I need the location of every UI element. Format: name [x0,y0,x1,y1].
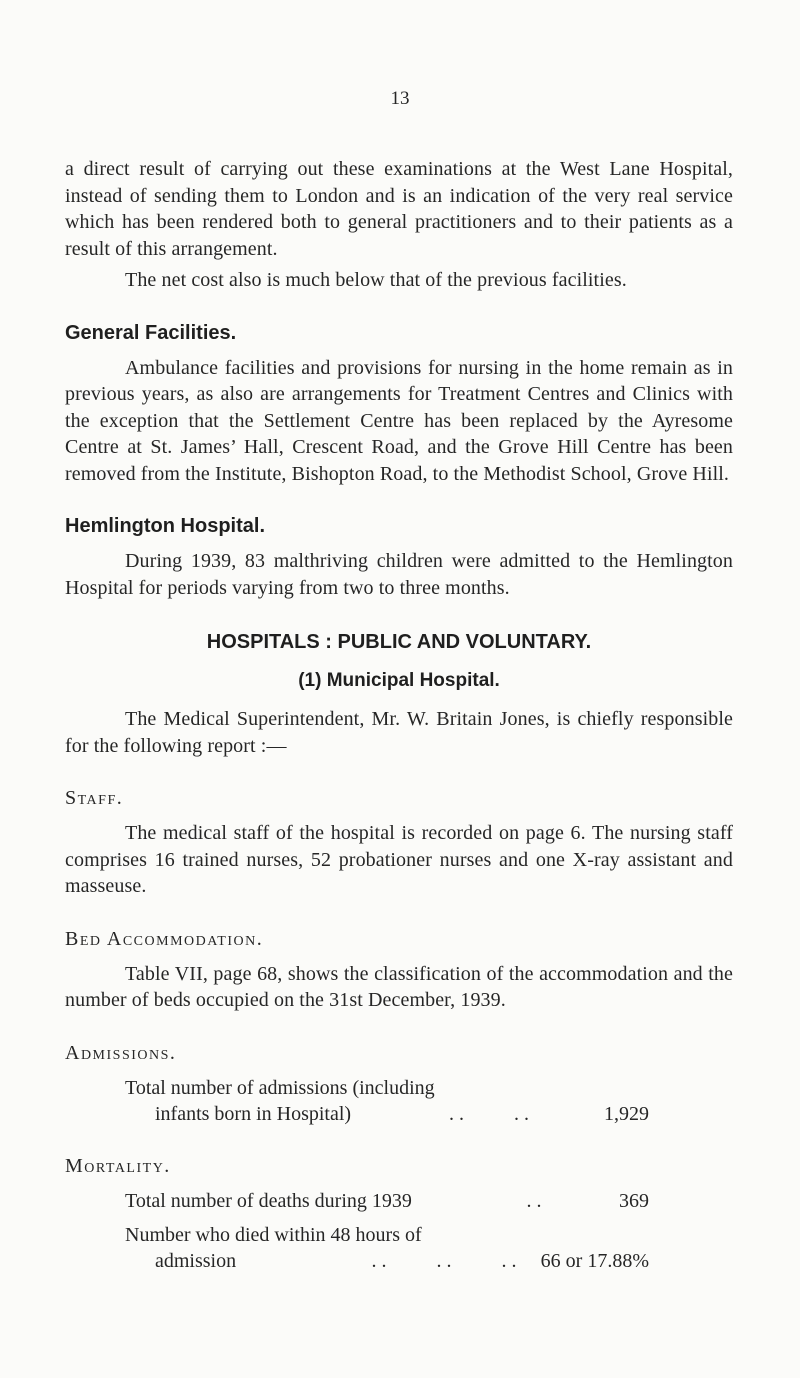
deaths-label: Total number of deaths during 1939 [125,1189,412,1212]
died48-value: 66 or 17.88% [540,1249,649,1272]
intro-paragraph: a direct result of carrying out these examinations at the West Lane Hospital, instead of sending them to London and is an indication of the very real service which has been rendered both to general practitioners and to their patients as a result of this arrangement. [65,158,733,260]
died48-label-1: Number who died within 48 hours of [125,1223,422,1246]
staff-heading: Staff. [65,787,124,809]
hemlington-heading: Hemlington Hospital. [65,515,265,537]
admissions-line-1 [125,1075,649,1101]
general-facilities-paragraph: Ambulance facilities and provisions for nursing in the home remain as in previous years, as also are arrangements for Treatment Centres and Clinics with the exception that the Settlement Centre has been replaced by the Ayresome Centre at St. James’ Hall, Crescent Road, and the Grove Hill Centre has been removed from the Institute, Bishopton Road, to the Methodist School, Grove Hill. [65,356,733,485]
general-facilities-heading: General Facilities. [65,321,237,344]
document-body [65,156,733,1274]
died48-line-1 [125,1222,649,1248]
mortality-stats [125,1188,649,1274]
admissions-label-2: infants born in Hospital) [155,1102,352,1125]
page-number: 13 [390,88,410,109]
admissions-total-value: 1,929 [604,1102,649,1125]
bed-accommodation-paragraph: Table VII, page 68, shows the classification of the accommodation and the number of beds occupied on the 31st December, 1939. [65,962,733,1011]
hospitals-heading: HOSPITALS : PUBLIC AND VOLUNTARY. [206,631,592,653]
deaths-value: 369 [619,1189,649,1212]
mortality-heading: Mortality. [65,1154,171,1177]
admissions-label-1: Total number of admissions (including [125,1076,435,1099]
deaths-row [125,1188,649,1214]
admissions-stats [125,1075,649,1127]
superintendent-paragraph: The Medical Superintendent, Mr. W. Britain Jones, is chiefly responsible for the following report :— [65,708,733,757]
net-cost-paragraph: The net cost also is much below that of the previous facilities. [125,269,627,291]
staff-paragraph: The medical staff of the hospital is recorded on page 6. The nursing staff comprises 16 trained nurses, 52 probationer nurses and one X-ray assistant and masseuse. [65,822,733,897]
bed-accommodation-heading: Bed Accommodation. [65,927,264,950]
died48-label-2: admission [155,1249,237,1272]
hemlington-paragraph: During 1939, 83 malthriving children were admitted to the Hemlington Hospital for periods varying from two to three months. [65,550,733,599]
admissions-heading: Admissions. [65,1041,177,1064]
deaths-leader-dots: . . [526,1189,542,1212]
municipal-hospital-subheading: (1) Municipal Hospital. [298,670,500,691]
admissions-line-2 [125,1101,649,1127]
admissions-leader-dots: . . . . [449,1102,529,1125]
died48-leader-dots: . . . . . . [371,1249,517,1272]
died48-line-2 [125,1248,649,1274]
